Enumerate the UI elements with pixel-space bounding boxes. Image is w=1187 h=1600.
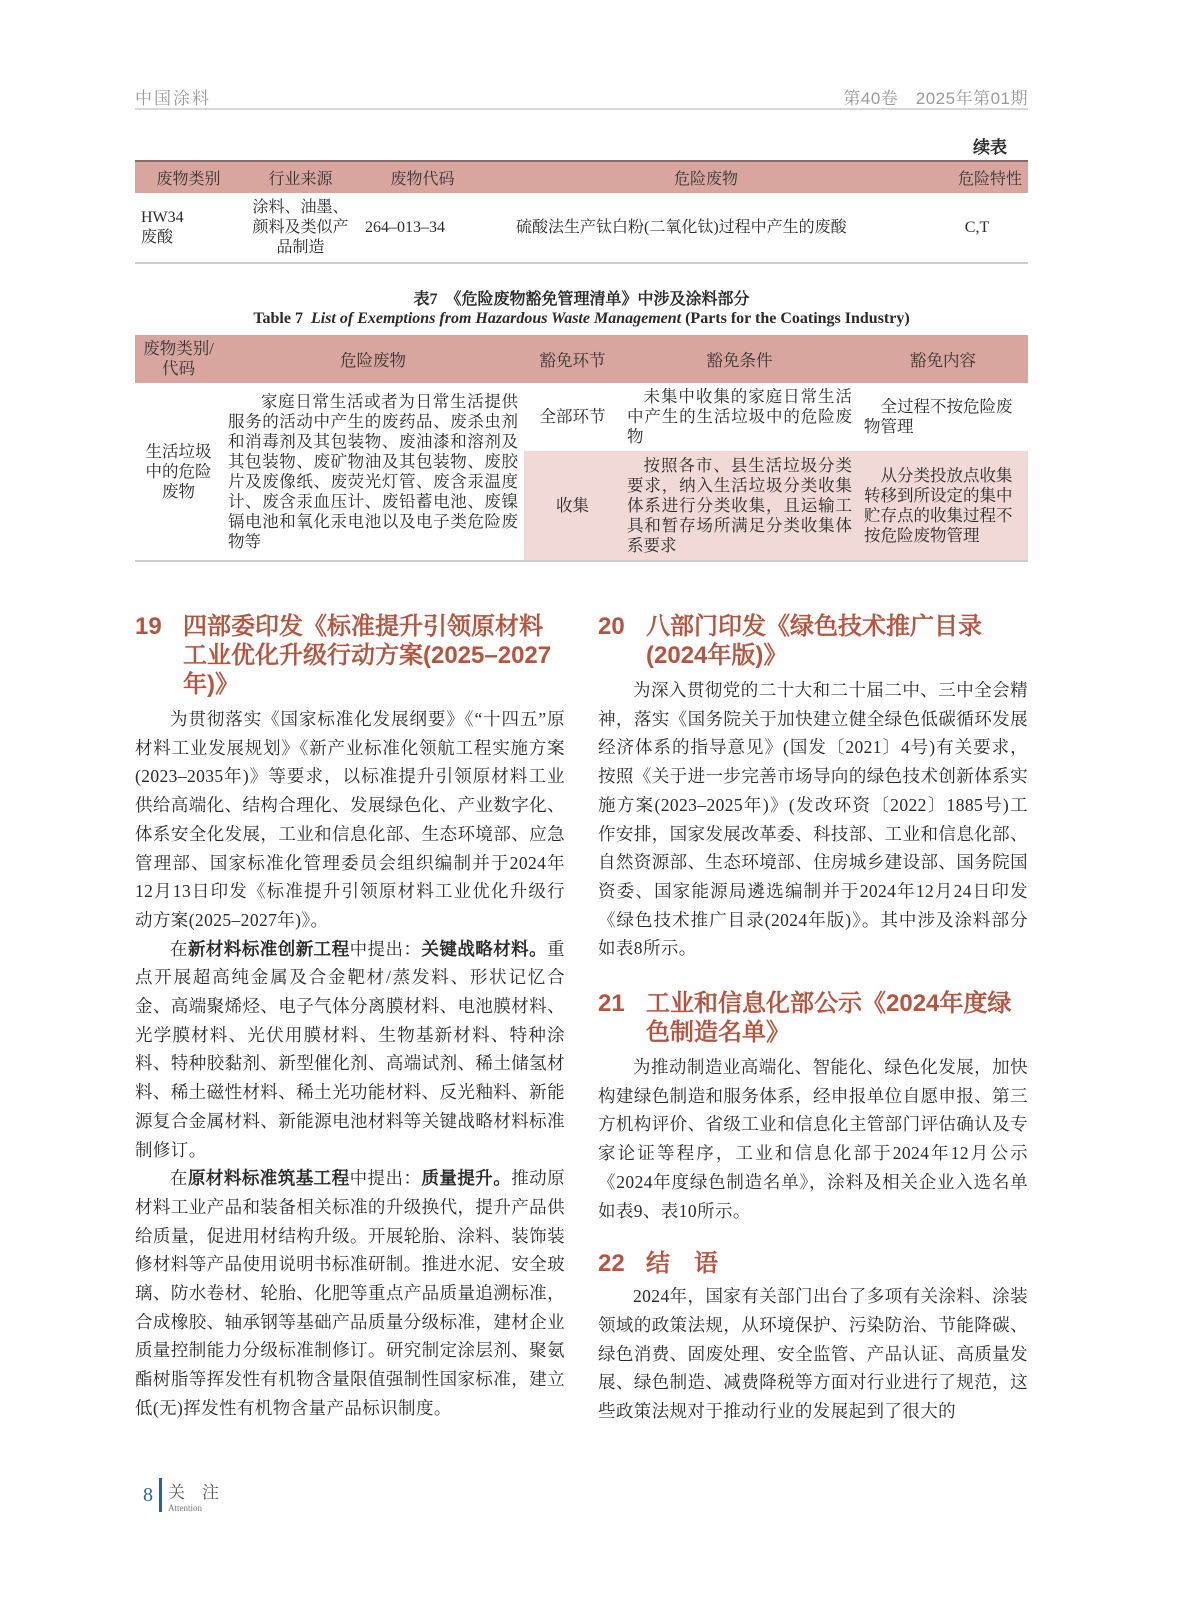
paragraph: 2024年，国家有关部门出台了多项有关涂料、涂装领域的政策法规，从环境保护、污染防治、节能降碳、绿色消费、固废处理、安全监管、产品认证、高质量发展、绿色制造、减费降税等方面对行业进行了规范，这些政策法规对于推动行业的发展起到了很大的 xyxy=(598,1286,1028,1422)
section-label-en: Attention xyxy=(168,1503,202,1513)
table-7-caption-en xyxy=(135,310,1028,328)
cell: 264–013–34 xyxy=(365,218,445,236)
cell: 全部环节 xyxy=(539,407,606,426)
cell: HW34 废酸 xyxy=(141,208,184,246)
cell: 收集 xyxy=(524,451,621,561)
paragraph xyxy=(135,935,565,1165)
table-6-continued xyxy=(135,160,1028,264)
cell: 涂料、油墨、颜料及类似产品制造 xyxy=(252,198,349,256)
col-header: 危险废物 xyxy=(486,161,926,193)
section-title: 八部门印发《绿色技术推广目录(2024年版)》 xyxy=(646,613,982,669)
text: 中提出： xyxy=(349,1168,422,1189)
col-header: 行业来源 xyxy=(242,161,359,193)
cell: 硫酸法生产钛白粉(二氧化钛)过程中产生的废酸 xyxy=(516,218,847,236)
left-column xyxy=(135,612,565,1423)
table-row xyxy=(135,383,1028,451)
text: 中提出： xyxy=(349,938,422,959)
caption-suffix: (Parts for the Coatings Industry) xyxy=(685,310,910,327)
col-header: 危险特性 xyxy=(926,161,1028,193)
right-column xyxy=(598,612,1028,1426)
text: 推动原材料工业产品和装备相关标准的升级换代，提升产品供给质量，促进用材结构升级。开展轮胎、涂料、装饰装修材料等产品使用说明书标准研制。推进水泥、安全玻璃、防水卷材、轮胎、化肥等重点产品质量追溯标准，合成橡胶、轴承钢等基础产品质量分级标准，建材企业质量控制能力分级标准制修订。研究制定涂层剂、聚氨酯树脂等挥发性有机物含量限值强制性国家标准，建立低(无)挥发性有机物含量产品标识制度。 xyxy=(135,1168,565,1418)
page-number: 8 xyxy=(143,1484,153,1506)
section-label-cn: 关 注 xyxy=(168,1483,219,1503)
caption-prefix: Table 7 xyxy=(253,310,303,327)
cell: 从分类投放点收集转移到所设定的集中贮存点的收集过程不按危险废物管理 xyxy=(858,451,1028,561)
col-header: 豁免环节 xyxy=(524,335,621,383)
section-21-heading xyxy=(598,989,1028,1047)
cell: 未集中收集的家庭日常生活中产生的生活垃圾中的危险废物 xyxy=(627,387,852,446)
cell: 生活垃圾中的危险废物 xyxy=(135,383,222,561)
bold-text: 原材料标准筑基工程 xyxy=(187,1168,350,1189)
paragraph: 为深入贯彻党的二十大和二十届二中、三中全会精神，落实《国务院关于加快建立健全绿色低碳循环发展经济体系的指导意见》(国发〔2021〕4号)有关要求，按照《关于进一步完善市场导向的绿色技术创新体系实施方案(2023–2025年)》(发改环资〔2022〕1885号)工作安排，国家发展改革委、科技部、工业和信息化部、自然资源部、生态环境部、住房城乡建设部、国务院国资委、国家能源局遴选编制并于2024年12月24日印发《绿色技术推广目录(2024年版)》。其中涉及涂料部分如表8所示。 xyxy=(598,680,1028,959)
section-19-heading xyxy=(135,612,565,699)
section-title: 四部委印发《标准提升引领原材料工业优化升级行动方案(2025–2027年)》 xyxy=(183,613,552,698)
col-header: 废物类别 xyxy=(135,161,242,193)
caption-title: List of Exemptions from Hazardous Waste Management xyxy=(310,310,682,327)
cell: 按照各市、县生活垃圾分类要求，纳入生活垃圾分类收集体系进行分类收集，且运输工具和暂存场所满足分类收集体系要求 xyxy=(621,451,858,561)
section-title: 工业和信息化部公示《2024年度绿色制造名单》 xyxy=(646,990,1012,1047)
bold-text: 质量提升。 xyxy=(421,1168,512,1189)
text: 在 xyxy=(170,1168,188,1189)
col-header: 豁免条件 xyxy=(621,335,858,383)
bold-text: 关键战略材料。 xyxy=(421,938,548,959)
journal-name: 中国涂料 xyxy=(135,89,211,108)
section-20-heading xyxy=(598,612,1028,670)
table-row xyxy=(135,193,1028,263)
cell: C,T xyxy=(964,218,990,236)
paragraph: 为推动制造业高端化、智能化、绿色化发展，加快构建绿色制造和服务体系，经申报单位自愿申报、第三方机构评价、省级工业和信息化主管部门评估确认及专家论证等程序，工业和信息化部于2024年12月公示《2024年度绿色制造名单》，涂料及相关企业入选名单如表9、表10所示。 xyxy=(598,1057,1028,1221)
text: 重点开展超高纯金属及合金靶材/蒸发料、形状记忆合金、高端聚烯烃、电子气体分离膜材料、电池膜材料、光学膜材料、光伏用膜材料、生物基新材料、特种涂料、特种胶黏剂、新型催化剂、高端试剂、稀土储氢材料、稀土磁性材料、稀土光功能材料、反光釉料、新能源复合金属材料、新能源电池材料等关键战略材料标准制修订。 xyxy=(135,938,565,1160)
section-number: 22 xyxy=(598,1250,625,1278)
paragraph: 为贯彻落实《国家标准化发展纲要》《“十四五”原材料工业发展规划》《新产业标准化领航工程实施方案(2023–2035年)》等要求，以标准提升引领原材料工业供给高端化、结构合理化、发展绿色化、产业数字化、体系安全化发展，工业和信息化部、生态环境部、应急管理部、国家标准化管理委员会组织编制并于2024年12月13日印发《标准提升引领原材料工业优化升级行动方案(2025–2027年)》。 xyxy=(135,709,565,930)
cell: 家庭日常生活或者为日常生活提供服务的活动中产生的废药品、废杀虫剂和消毒剂及其包装物、废油漆和溶剂及其包装物、废矿物油及其包装物、废胶片及废像纸、废荧光灯管、废含汞温度计、废含汞血压计、废铅蓄电池、废镍镉电池和氧化汞电池以及电子类危险废物等 xyxy=(222,383,524,561)
table-7 xyxy=(135,335,1028,562)
header-divider xyxy=(135,108,1028,110)
col-header: 废物类别/代码 xyxy=(135,335,222,383)
section-title: 结 语 xyxy=(646,1250,718,1278)
continued-label: 续表 xyxy=(973,138,1007,157)
footer-divider xyxy=(159,1478,162,1512)
col-header: 危险废物 xyxy=(222,335,524,383)
issue-info: 第40卷 2025年第01期 xyxy=(843,89,1028,108)
bold-text: 新材料标准创新工程 xyxy=(187,938,350,959)
table-7-caption-cn: 表7 《危险废物豁免管理清单》中涉及涂料部分 xyxy=(413,291,750,308)
paragraph xyxy=(135,1164,565,1422)
col-header: 废物代码 xyxy=(359,161,486,193)
text: 在 xyxy=(170,938,188,959)
page-footer xyxy=(143,1478,219,1513)
section-number: 20 xyxy=(598,613,625,640)
section-number: 21 xyxy=(598,990,625,1018)
col-header: 豁免内容 xyxy=(858,335,1028,383)
section-number: 19 xyxy=(135,613,162,640)
cell: 全过程不按危险废物管理 xyxy=(864,397,1013,436)
section-22-heading xyxy=(598,1249,1028,1278)
